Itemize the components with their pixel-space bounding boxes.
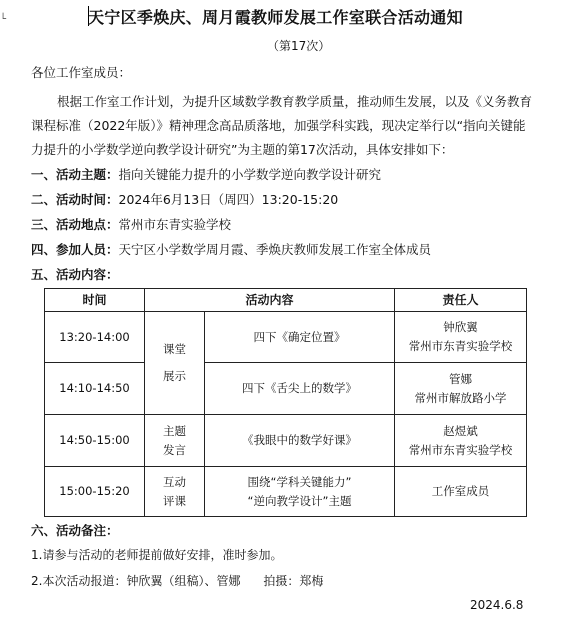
section-content-label: 五、活动内容： [31, 267, 119, 282]
cell-type-line1: 课堂 [163, 342, 186, 356]
issue-number: （第17次） [267, 39, 331, 53]
document-date: 2024.6.8 [470, 598, 524, 612]
table-row [45, 415, 527, 467]
cell-person [395, 415, 527, 467]
person-school: 常州市东青实验学校 [408, 339, 513, 353]
cell-type-line1: 主题 [163, 423, 186, 438]
cell-time: 13:20-14:00 [45, 312, 145, 363]
cell-time: 14:50-15:00 [45, 415, 145, 467]
cell-person: 工作室成员 [395, 467, 527, 517]
person-name: 赵煜斌 [443, 423, 478, 438]
paragraph-mark: └ [0, 14, 7, 25]
header-person: 责任人 [395, 289, 527, 312]
cell-content-line1: 围绕“学科关键能力” [247, 474, 352, 489]
cell-content: 四下《舌尖上的数学》 [205, 363, 395, 415]
cell-person [395, 363, 527, 415]
section-theme-label: 一、活动主题： [31, 167, 119, 182]
document-title: 天宁区季焕庆、周月霞教师发展工作室联合活动通知 [88, 8, 463, 27]
cell-person [395, 312, 527, 363]
section-people-value: 天宁区小学数学周月霞、季焕庆教师发展工作室全体成员 [118, 242, 432, 257]
section-theme [31, 165, 381, 183]
cell-content: 四下《确定位置》 [205, 312, 395, 363]
cell-type-line2: 发言 [163, 442, 186, 457]
cell-type [145, 312, 205, 415]
table-header-row [45, 289, 527, 312]
section-time-value: 2024年6月13日（周四）13:20-15:20 [118, 192, 339, 207]
cell-content: 《我眼中的数学好课》 [205, 415, 395, 467]
schedule-table [44, 288, 527, 517]
table-row [45, 363, 527, 415]
section-theme-value: 指向关键能力提升的小学数学逆向教学设计研究 [118, 167, 382, 182]
person-school: 常州市解放路小学 [414, 390, 507, 405]
intro-line-3: 力提升的小学数学逆向教学设计研究”为主题的第17次活动，具体安排如下： [31, 142, 454, 157]
section-place [31, 215, 231, 233]
cell-type-line2: 展示 [163, 369, 186, 383]
section-people [31, 240, 431, 258]
cell-content [205, 467, 395, 517]
greeting: 各位工作室成员： [31, 65, 132, 80]
section-place-value: 常州市东青实验学校 [118, 217, 232, 232]
cell-content-line2: “逆向教学设计”主题 [247, 493, 352, 508]
section-people-label: 四、参加人员： [31, 242, 119, 257]
person-name: 管娜 [449, 371, 473, 386]
cell-time: 15:00-15:20 [45, 467, 145, 517]
intro-line-2: 课程标准（2022年版）》精神理念高品质落地，加强学科实践，现决定举行以“指向关键能 [31, 118, 526, 133]
note-1: 1.请参与活动的老师提前做好安排，准时参加。 [31, 548, 283, 562]
cell-type-line2: 评课 [163, 493, 186, 508]
section-place-label: 三、活动地点： [31, 217, 119, 232]
table-row [45, 467, 527, 517]
note-2: 2.本次活动报道：钟欣翼（组稿）、管娜 拍摄：郑梅 [31, 574, 324, 588]
cell-type [145, 415, 205, 467]
cell-type-line1: 互动 [163, 474, 186, 489]
header-time: 时间 [45, 289, 145, 312]
section-time-label: 二、活动时间： [31, 192, 119, 207]
table-row [45, 312, 527, 363]
intro-line-1: 根据工作室工作计划，为提升区域数学教育教学质量，推动师生发展，以及《义务教育 [57, 94, 533, 109]
person-name: 钟欣翼 [443, 320, 478, 334]
section-time [31, 190, 338, 208]
person-school: 常州市东青实验学校 [408, 442, 513, 457]
notes-label: 六、活动备注： [31, 523, 119, 538]
cell-type [145, 467, 205, 517]
header-content: 活动内容 [145, 289, 395, 312]
cell-time: 14:10-14:50 [45, 363, 145, 415]
